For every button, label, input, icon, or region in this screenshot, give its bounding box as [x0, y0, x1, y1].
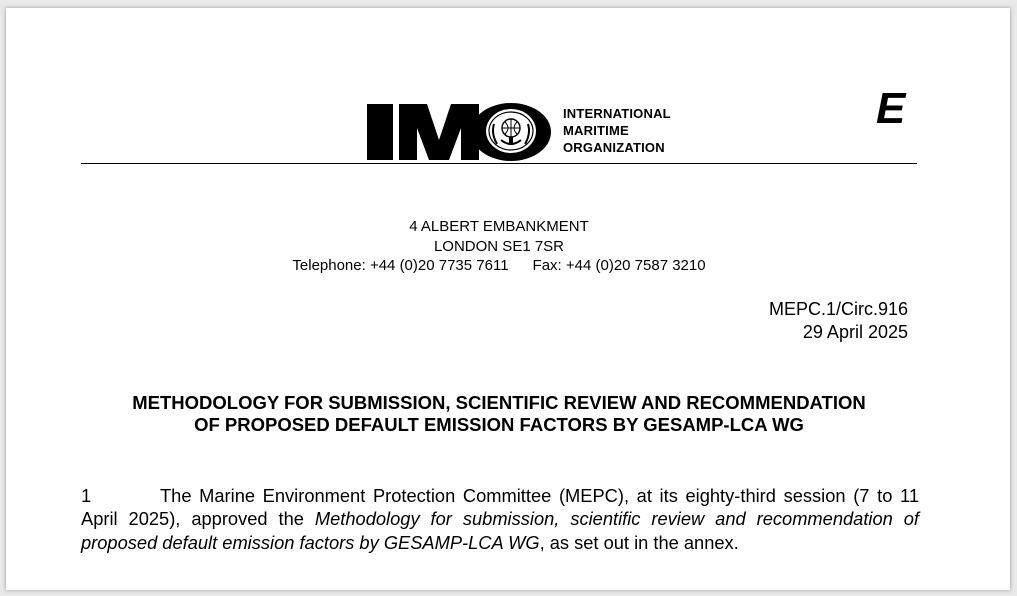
document-reference [769, 298, 908, 344]
document-title [81, 392, 917, 436]
imo-logo [361, 94, 671, 166]
document-date: 29 April 2025 [802, 322, 908, 342]
language-code: E [876, 84, 906, 133]
paragraph-italic-title: Methodology for submission, scientific review and recommendation of proposed default emission factors by GESAMP-LCA WG [81, 508, 919, 553]
paragraph-1 [81, 484, 919, 554]
telephone-number: Telephone: +44 (0)20 7735 7611 [292, 257, 509, 274]
fax-number: Fax: +44 (0)20 7587 3210 [532, 257, 706, 274]
title-line-2: OF PROPOSED DEFAULT EMISSION FACTORS BY GESAMP-LCA WG [194, 414, 804, 435]
imo-emblem-logo [361, 94, 553, 166]
address-block [81, 217, 917, 276]
paragraph-text-end: , as set out in the annex. [539, 531, 739, 553]
header-divider [81, 163, 917, 164]
document-page [6, 8, 1010, 590]
org-name-line-1: INTERNATIONAL [563, 105, 671, 121]
paragraph-number: 1 [81, 485, 92, 506]
contact-line [81, 256, 917, 276]
title-line-1: METHODOLOGY FOR SUBMISSION, SCIENTIFIC REVIEW AND RECOMMENDATION [132, 392, 866, 413]
organization-name [563, 105, 671, 156]
address-line-2: LONDON SE1 7SR [433, 237, 565, 255]
org-name-line-3: ORGANIZATION [563, 139, 665, 155]
paragraph-text-start: The Marine Environment Protection Committee (MEPC), at its eighty-third session (7 to 11 April 2025), approved the [81, 485, 919, 530]
document-symbol: MEPC.1/Circ.916 [768, 299, 908, 319]
org-name-line-2: MARITIME [563, 122, 629, 138]
address-line-1: 4 ALBERT EMBANKMENT [409, 218, 589, 235]
